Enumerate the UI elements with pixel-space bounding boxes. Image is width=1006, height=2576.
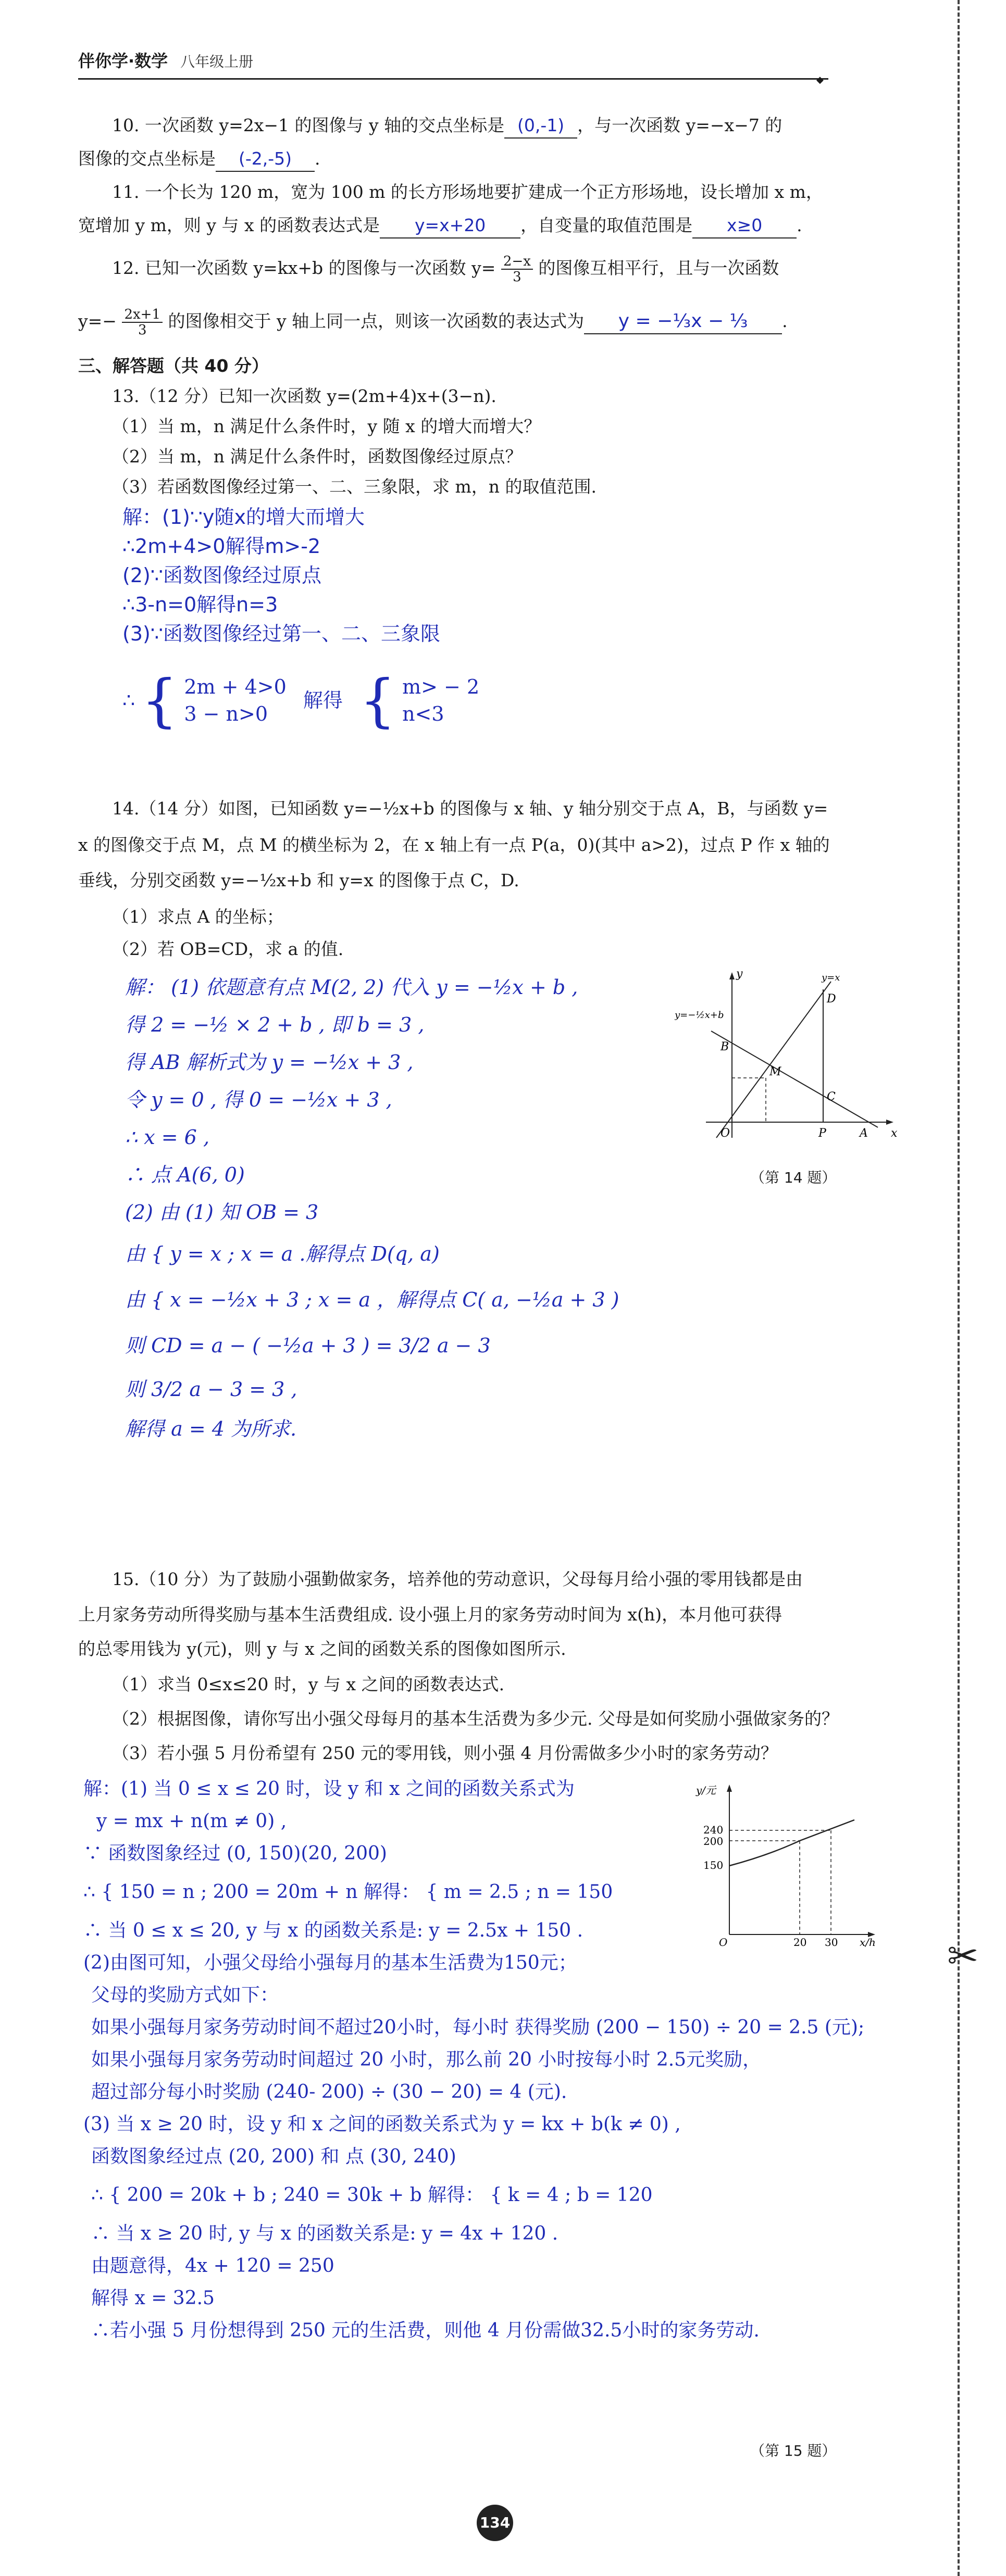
q14-figure [675, 966, 904, 1159]
page-header [78, 48, 253, 72]
q15-sol-line: 超过部分每小时奖励 (240- 200) ÷ (30 − 20) = 4 (元). [91, 2081, 567, 2103]
fig14-label-y: y [736, 967, 743, 981]
fig15-label-o: O [719, 1936, 728, 1949]
q12-fraction2 [122, 307, 163, 337]
q13-sys-left [184, 673, 286, 727]
fig15-tick-20: 20 [793, 1936, 807, 1949]
fig14-label-a: A [860, 1127, 868, 1140]
q13-sys-left2: 3 − n>0 [184, 702, 268, 725]
fig14-label-o: O [721, 1127, 730, 1140]
y-axis-arrow-icon [729, 972, 735, 979]
fig14-label-p: P [818, 1127, 826, 1140]
q15-part3: （3）若小强 5 月份希望有 250 元的零用钱，则小强 4 月份需做多少小时的家务劳动？ [112, 1743, 778, 1763]
fig15-label-y: y/元 [696, 1784, 716, 1796]
q10-answer2: (-2,-5) [216, 147, 315, 172]
q15-sol-line: 函数图象经过点 (20, 200) 和 点 (30, 240) [91, 2146, 456, 2167]
cut-line [958, 0, 960, 2576]
q14-sol-line: ∴ x = 6 , [125, 1126, 210, 1149]
scissors-icon: ✂ [947, 1934, 979, 1978]
q11-answer2: x≥0 [692, 213, 797, 238]
fig15-tick-30: 30 [825, 1936, 838, 1949]
q14-line3: 垂线，分别交函数 y=−½x+b 和 y=x 的图像于点 C，D. [78, 870, 519, 890]
fig15-label-x: x/h [860, 1936, 876, 1949]
q13-sys-right1: m> − 2 [402, 675, 480, 698]
q10-line2 [78, 147, 320, 172]
q12-text1: 12. 已知一次函数 y=kx+b 的图像与一次函数 y= [112, 258, 496, 278]
q14-sol-line: 解： (1) 依题意有点 M(2, 2) 代入 y = −½x + b , [125, 976, 578, 999]
q11-text3: ，自变量的取值范围是 [520, 215, 693, 235]
q15-sol-line: ∴ 当 0 ≤ x ≤ 20, y 与 x 的函数关系是: y = 2.5x + 150 . [83, 1920, 583, 1941]
q14-line2: x 的图像交于点 M，点 M 的横坐标为 2，在 x 轴上有一点 P(a，0)(其中 a>2)，过点 P 作 x 轴的 [78, 835, 830, 855]
q11-text4: . [797, 215, 802, 235]
fig14-label-b: B [721, 1040, 729, 1053]
q13-part2: （2）当 m，n 满足什么条件时，函数图像经过原点？ [112, 446, 523, 467]
q15-caption: （第 15 题） [750, 2442, 837, 2459]
q12-line2 [78, 307, 788, 337]
q10-text2: ，与一次函数 y=−x−7 的 [577, 115, 783, 135]
fig14-label-m: M [769, 1065, 781, 1078]
q10-text3: 图像的交点坐标是 [78, 148, 216, 169]
q14-sol-line: 令 y = 0 , 得 0 = −½x + 3 , [125, 1088, 392, 1111]
q15-sol-line: ∵ 函数图象经过 (0, 150)(20, 200) [83, 1843, 387, 1864]
q15-sol-line: (3) 当 x ≥ 20 时，设 y 和 x 之间的函数关系式为 y = kx + b(k ≠ 0) , [83, 2114, 681, 2135]
q13-therefore: ∴ [122, 689, 135, 712]
q15-sol-line: 如果小强每月家务劳动时间超过 20 小时，那么前 20 小时按每小时 2.5元奖励， [91, 2049, 762, 2070]
y-axis-arrow-icon [727, 1785, 732, 1792]
q11-line1: 11. 一个长为 120 m，宽为 100 m 的长方形场地要扩建成一个正方形场地，设长增加 x m， [112, 182, 823, 202]
q13-system [122, 667, 480, 734]
section3-title: 三、解答题（共 40 分） [78, 356, 269, 376]
q13-stem: 13.（12 分）已知一次函数 y=(2m+4)x+(3−n). [112, 386, 496, 406]
fig15-tick-150: 150 [703, 1859, 724, 1871]
q12-fraction1 [501, 254, 533, 284]
q14-caption: （第 14 题） [750, 1169, 837, 1186]
q14-solution [125, 969, 619, 1448]
q15-sol-line: 由题意得，4x + 120 = 250 [91, 2255, 334, 2277]
q15-sol-line: ∴ 当 x ≥ 20 时, y 与 x 的函数关系是: y = 4x + 120 . [91, 2223, 558, 2244]
q12-frac1-den: 3 [513, 269, 521, 285]
piecewise-line [729, 1820, 854, 1866]
q13-brace-left: { [141, 667, 178, 734]
q14-sol-line: 则 3/2 a − 3 = 3 , [125, 1378, 297, 1401]
page-number: 134 [477, 2505, 513, 2541]
q13-part3: （3）若函数图像经过第一、二、三象限，求 m，n 的取值范围. [112, 476, 597, 497]
q14-sol-line: ∴ 点 A(6, 0) [125, 1163, 245, 1186]
q15-sol-line: 解：(1) 当 0 ≤ x ≤ 20 时，设 y 和 x 之间的函数关系式为 [83, 1778, 575, 1800]
q14-sol-line: 得 AB 解析式为 y = −½x + 3 , [125, 1051, 414, 1074]
q13-solution [122, 502, 440, 648]
q15-sol-line: 父母的奖励方式如下： [91, 1984, 279, 2006]
q15-line2: 上月家务劳动所得奖励与基本生活费组成. 设小强上月的家务劳动时间为 x(h)，本月他可获得 [78, 1604, 783, 1625]
q11-line2 [78, 213, 802, 238]
q10-text4: . [315, 148, 320, 169]
x-axis-arrow-icon [886, 1120, 893, 1125]
line-y-equals-x [716, 982, 831, 1138]
q12-text4: 的图像相交于 y 轴上同一点，则该一次函数的表达式为 [168, 311, 585, 331]
q10-text1: 10. 一次函数 y=2x−1 的图像与 y 轴的交点坐标是 [112, 115, 505, 135]
q13-part1: （1）当 m，n 满足什么条件时，y 随 x 的增大而增大？ [112, 416, 541, 436]
q13-sys-left1: 2m + 4>0 [184, 675, 287, 698]
brand-title: 伴你学·数学 [78, 51, 168, 71]
q12-text2: 的图像互相平行，且与一次函数 [538, 258, 779, 278]
q14-line1: 14.（14 分）如图，已知函数 y=−½x+b 的图像与 x 轴、y 轴分别交于点 A，B，与函数 y= [112, 798, 828, 819]
header-rule [78, 78, 828, 80]
q13-sys-right2: n<3 [402, 702, 444, 725]
fig14-label-c: C [827, 1090, 836, 1103]
q15-part2: （2）根据图像，请你写出小强父母每月的基本生活费为多少元. 父母是如何奖励小强做家务的？ [112, 1708, 839, 1729]
q13-sys-right [402, 673, 479, 727]
q15-part1: （1）求当 0≤x≤20 时，y 与 x 之间的函数表达式. [112, 1674, 505, 1694]
q14-sol-line: (2) 由 (1) 知 OB = 3 [125, 1201, 319, 1224]
q15-sol-line: 如果小强每月家务劳动时间不超过20小时，每小时 获得奖励 (200 − 150) ÷ 20 = 2.5 (元); [91, 2017, 865, 2038]
q15-line3: 的总零用钱为 y(元)，则 y 与 x 之间的函数关系的图像如图所示. [78, 1639, 566, 1659]
line-ab [711, 1031, 878, 1127]
q13-sys-mid: 解得 [303, 689, 343, 712]
q15-line1: 15.（10 分）为了鼓励小强勤做家务，培养他的劳动意识，父母每月给小强的零用钱都是由 [112, 1569, 803, 1589]
q14-sol-line: 解得 a = 4 为所求. [125, 1417, 297, 1440]
q13-sol-line: ∴2m+4>0解得m>-2 [122, 535, 321, 558]
q15-figure [693, 1778, 891, 1950]
q15-sol-line: 解得 x = 32.5 [91, 2288, 215, 2309]
q11-text2: 宽增加 y m，则 y 与 x 的函数表达式是 [78, 215, 380, 235]
q13-sol-line: ∴3-n=0解得n=3 [122, 593, 278, 616]
fig14-label-d: D [827, 992, 836, 1006]
q15-sol-line: ∴若小强 5 月份想得到 250 元的生活费，则他 4 月份需做32.5小时的家务劳动. [91, 2320, 760, 2341]
q15-sol-line: y = mx + n(m ≠ 0) , [96, 1811, 287, 1832]
grade-label: 八年级上册 [180, 53, 254, 70]
q12-line1 [112, 254, 779, 284]
q14-part1: （1）求点 A 的坐标； [112, 907, 284, 927]
q12-text3: y=− [78, 311, 117, 331]
fig14-label-x: x [891, 1127, 898, 1140]
q12-answer: y = −⅓x − ⅓ [584, 309, 782, 334]
q14-part2: （2）若 OB=CD，求 a 的值. [112, 939, 344, 959]
q12-frac1-num: 2−x [501, 254, 533, 270]
q14-sol-line: 由 { x = −½x + 3 ; x = a ，解得点 C( a, −½a + 3 ) [125, 1288, 619, 1311]
fig14-label-line1: y=−½x+b [675, 1010, 724, 1021]
q14-sol-line: 则 CD = a − ( −½a + 3 ) = 3/2 a − 3 [125, 1334, 491, 1357]
header-diamond-icon: ◆ [816, 74, 824, 85]
q15-sol-line: ∴ { 150 = n ; 200 = 20m + n 解得： { m = 2.5 ; n = 150 [83, 1881, 613, 1903]
q12-frac2-num: 2x+1 [122, 307, 163, 323]
fig14-label-line2: y=x [822, 972, 840, 983]
q15-sol-line: ∴ { 200 = 20k + b ; 240 = 30k + b 解得： { k = 4 ; b = 120 [91, 2184, 653, 2206]
fig15-tick-240: 240 [703, 1824, 724, 1836]
q12-frac2-den: 3 [138, 322, 147, 338]
q13-brace-right: { [359, 667, 396, 734]
q10-answer1: (0,-1) [504, 114, 577, 139]
q13-sol-line: (2)∵函数图像经过原点 [122, 564, 322, 587]
q14-sol-line: 由 { y = x ; x = a .解得点 D(q, a) [125, 1242, 440, 1265]
q11-answer1: y=x+20 [380, 213, 520, 238]
fig15-tick-200: 200 [703, 1835, 724, 1848]
q10-line1 [112, 114, 782, 139]
q12-text5: . [782, 311, 788, 331]
q13-sol-line: (3)∵函数图像经过第一、二、三象限 [122, 622, 441, 645]
q15-sol-line: (2)由图可知，小强父母给小强每月的基本生活费为150元； [83, 1952, 577, 1974]
q13-sol-line: 解：(1)∵y随x的增大而增大 [122, 506, 365, 529]
q14-sol-line: 得 2 = −½ × 2 + b , 即 b = 3 , [125, 1013, 425, 1036]
